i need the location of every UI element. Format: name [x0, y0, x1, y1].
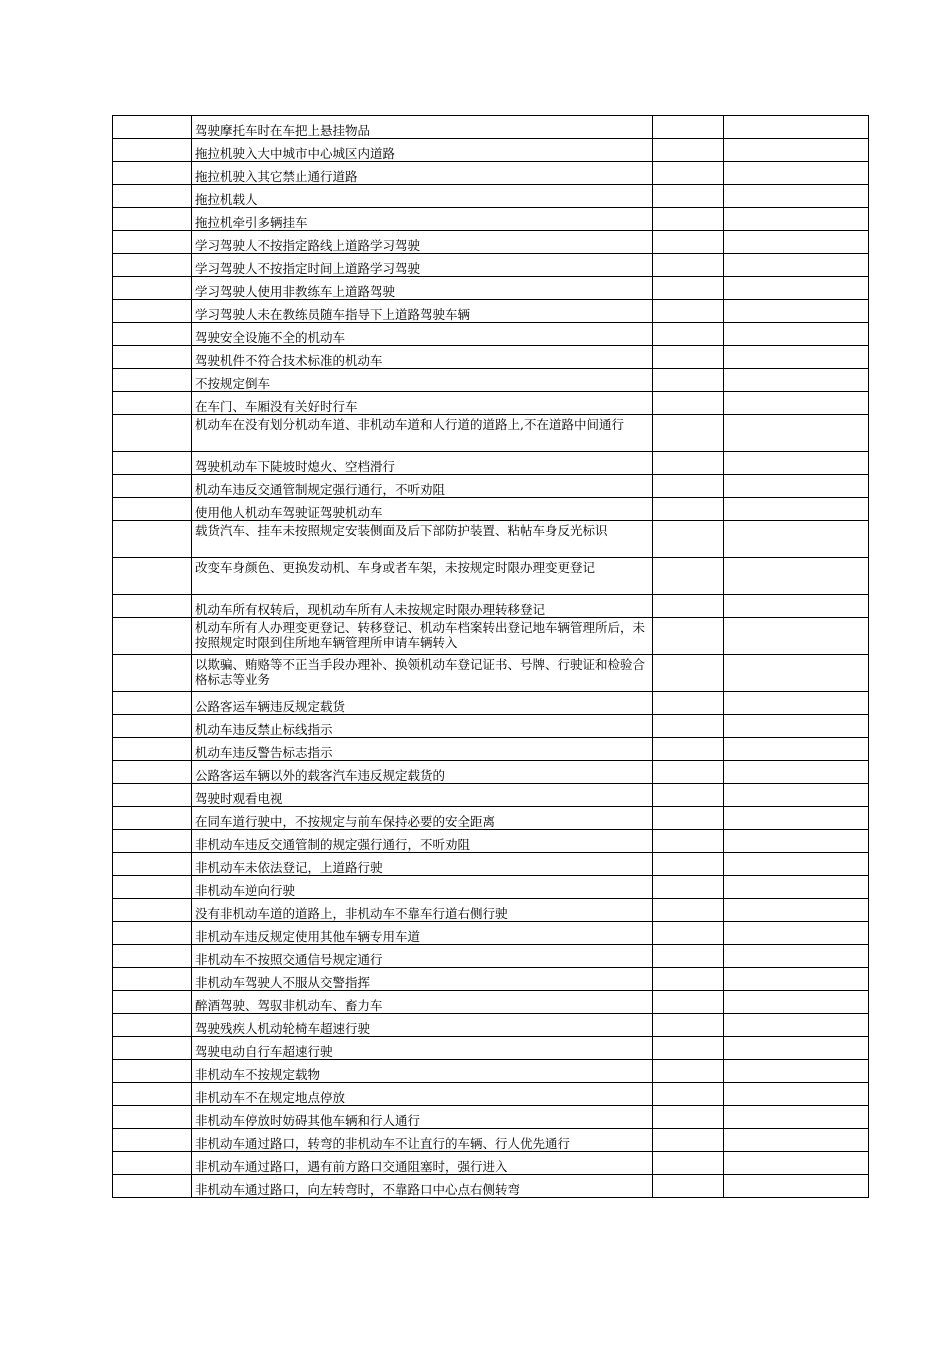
empty-cell — [653, 1129, 724, 1152]
violation-description-cell: 拖拉机驶入大中城市中心城区内道路 — [192, 139, 653, 162]
empty-cell — [113, 369, 192, 392]
empty-cell — [724, 185, 869, 208]
empty-cell — [724, 392, 869, 415]
violation-description-cell: 非机动车违反交通管制的规定强行通行，不听劝阻 — [192, 830, 653, 853]
empty-cell — [113, 452, 192, 475]
empty-cell — [653, 876, 724, 899]
empty-cell — [113, 899, 192, 922]
violation-description-cell: 不按规定倒车 — [192, 369, 653, 392]
table-row — [113, 784, 869, 807]
empty-cell — [113, 595, 192, 618]
empty-cell — [724, 162, 869, 185]
empty-cell — [113, 715, 192, 738]
empty-cell — [113, 162, 192, 185]
empty-cell — [113, 1060, 192, 1083]
table-row — [113, 521, 869, 558]
empty-cell — [724, 1083, 869, 1106]
table-row — [113, 116, 869, 139]
empty-cell — [724, 369, 869, 392]
empty-cell — [724, 277, 869, 300]
empty-cell — [113, 655, 192, 692]
empty-cell — [653, 323, 724, 346]
violation-description-cell: 非机动车驾驶人不服从交警指挥 — [192, 968, 653, 991]
empty-cell — [653, 162, 724, 185]
empty-cell — [113, 1152, 192, 1175]
empty-cell — [724, 116, 869, 139]
empty-cell — [724, 761, 869, 784]
violation-description-cell: 学习驾驶人未在教练员随车指导下上道路驾驶车辆 — [192, 300, 653, 323]
empty-cell — [113, 1129, 192, 1152]
empty-cell — [113, 521, 192, 558]
violation-description-cell: 拖拉机驶入其它禁止通行道路 — [192, 162, 653, 185]
violation-description-cell: 学习驾驶人不按指定路线上道路学习驾驶 — [192, 231, 653, 254]
table-row — [113, 945, 869, 968]
empty-cell — [653, 922, 724, 945]
table-row — [113, 254, 869, 277]
empty-cell — [653, 185, 724, 208]
empty-cell — [724, 452, 869, 475]
empty-cell — [724, 945, 869, 968]
empty-cell — [113, 392, 192, 415]
violation-description-cell: 机动车所有人办理变更登记、转移登记、机动车档案转出登记地车辆管理所后，未按照规定时限到住所地车辆管理所申请车辆转入 — [192, 618, 653, 655]
violation-description-cell: 在车门、车厢没有关好时行车 — [192, 392, 653, 415]
empty-cell — [724, 475, 869, 498]
empty-cell — [724, 558, 869, 595]
empty-cell — [653, 415, 724, 452]
empty-cell — [113, 475, 192, 498]
empty-cell — [653, 231, 724, 254]
empty-cell — [653, 991, 724, 1014]
empty-cell — [113, 346, 192, 369]
violations-table — [112, 115, 869, 1198]
violation-description-cell: 醉酒驾驶、驾驭非机动车、畜力车 — [192, 991, 653, 1014]
empty-cell — [113, 738, 192, 761]
table-row — [113, 876, 869, 899]
empty-cell — [653, 761, 724, 784]
empty-cell — [724, 415, 869, 452]
empty-cell — [653, 738, 724, 761]
empty-cell — [113, 968, 192, 991]
violation-description-cell: 驾驶机动车下陡坡时熄火、空档滑行 — [192, 452, 653, 475]
empty-cell — [653, 692, 724, 715]
table-row — [113, 1014, 869, 1037]
table-row — [113, 139, 869, 162]
empty-cell — [653, 899, 724, 922]
empty-cell — [724, 1129, 869, 1152]
violation-description-cell: 驾驶残疾人机动轮椅车超速行驶 — [192, 1014, 653, 1037]
violation-description-cell: 非机动车违反规定使用其他车辆专用车道 — [192, 922, 653, 945]
table-row — [113, 807, 869, 830]
empty-cell — [724, 1106, 869, 1129]
violation-description-cell: 机动车在没有划分机动车道、非机动车道和人行道的道路上,不在道路中间通行 — [192, 415, 653, 452]
empty-cell — [724, 1014, 869, 1037]
table-row — [113, 323, 869, 346]
empty-cell — [653, 1175, 724, 1198]
empty-cell — [724, 715, 869, 738]
empty-cell — [724, 655, 869, 692]
table-row — [113, 1060, 869, 1083]
empty-cell — [113, 1014, 192, 1037]
empty-cell — [653, 1152, 724, 1175]
empty-cell — [113, 784, 192, 807]
empty-cell — [113, 1106, 192, 1129]
violation-description-cell: 公路客运车辆以外的载客汽车违反规定载货的 — [192, 761, 653, 784]
table-row — [113, 1129, 869, 1152]
empty-cell — [653, 830, 724, 853]
empty-cell — [653, 254, 724, 277]
empty-cell — [724, 231, 869, 254]
violation-description-cell: 拖拉机牵引多辆挂车 — [192, 208, 653, 231]
table-row — [113, 415, 869, 452]
empty-cell — [653, 784, 724, 807]
violation-description-cell: 非机动车通过路口，遇有前方路口交通阻塞时，强行进入 — [192, 1152, 653, 1175]
table-row — [113, 162, 869, 185]
table-row — [113, 392, 869, 415]
table-row — [113, 185, 869, 208]
empty-cell — [724, 899, 869, 922]
empty-cell — [113, 991, 192, 1014]
table-row — [113, 738, 869, 761]
table-row — [113, 899, 869, 922]
empty-cell — [724, 692, 869, 715]
empty-cell — [724, 991, 869, 1014]
table-row — [113, 475, 869, 498]
empty-cell — [724, 784, 869, 807]
violation-description-cell: 非机动车通过路口，转弯的非机动车不让直行的车辆、行人优先通行 — [192, 1129, 653, 1152]
table-row — [113, 1083, 869, 1106]
empty-cell — [113, 618, 192, 655]
empty-cell — [653, 139, 724, 162]
empty-cell — [724, 922, 869, 945]
empty-cell — [113, 116, 192, 139]
empty-cell — [724, 830, 869, 853]
empty-cell — [113, 323, 192, 346]
violation-description-cell: 非机动车不在规定地点停放 — [192, 1083, 653, 1106]
empty-cell — [653, 618, 724, 655]
empty-cell — [653, 1060, 724, 1083]
empty-cell — [653, 452, 724, 475]
empty-cell — [653, 392, 724, 415]
violation-description-cell: 机动车违反警告标志指示 — [192, 738, 653, 761]
empty-cell — [653, 475, 724, 498]
table-row — [113, 369, 869, 392]
empty-cell — [653, 346, 724, 369]
empty-cell — [653, 945, 724, 968]
empty-cell — [653, 655, 724, 692]
empty-cell — [653, 1083, 724, 1106]
violation-description-cell: 非机动车逆向行驶 — [192, 876, 653, 899]
violation-description-cell: 机动车违反禁止标线指示 — [192, 715, 653, 738]
table-row — [113, 655, 869, 692]
empty-cell — [113, 208, 192, 231]
empty-cell — [113, 807, 192, 830]
violation-description-cell: 非机动车不按照交通信号规定通行 — [192, 945, 653, 968]
empty-cell — [113, 945, 192, 968]
empty-cell — [113, 185, 192, 208]
empty-cell — [113, 277, 192, 300]
empty-cell — [653, 1014, 724, 1037]
violation-description-cell: 驾驶时观看电视 — [192, 784, 653, 807]
empty-cell — [653, 558, 724, 595]
table-row — [113, 618, 869, 655]
violation-description-cell: 拖拉机载人 — [192, 185, 653, 208]
empty-cell — [724, 853, 869, 876]
empty-cell — [113, 761, 192, 784]
table-row — [113, 1037, 869, 1060]
violation-description-cell: 驾驶机件不符合技术标准的机动车 — [192, 346, 653, 369]
violation-description-cell: 非机动车不按规定载物 — [192, 1060, 653, 1083]
empty-cell — [724, 1060, 869, 1083]
empty-cell — [724, 346, 869, 369]
empty-cell — [724, 521, 869, 558]
empty-cell — [113, 558, 192, 595]
empty-cell — [113, 1037, 192, 1060]
empty-cell — [113, 853, 192, 876]
empty-cell — [113, 692, 192, 715]
table-row — [113, 853, 869, 876]
empty-cell — [724, 738, 869, 761]
violation-description-cell: 没有非机动车道的道路上，非机动车不靠车行道右侧行驶 — [192, 899, 653, 922]
empty-cell — [113, 1083, 192, 1106]
table-row — [113, 558, 869, 595]
table-row — [113, 300, 869, 323]
violation-description-cell: 载货汽车、挂车未按照规定安装侧面及后下部防护装置、粘帖车身反光标识 — [192, 521, 653, 558]
empty-cell — [113, 498, 192, 521]
empty-cell — [653, 807, 724, 830]
table-row — [113, 830, 869, 853]
empty-cell — [724, 139, 869, 162]
empty-cell — [724, 807, 869, 830]
violation-description-cell: 改变车身颜色、更换发动机、车身或者车架，未按规定时限办理变更登记 — [192, 558, 653, 595]
empty-cell — [653, 116, 724, 139]
empty-cell — [113, 922, 192, 945]
table-row — [113, 595, 869, 618]
empty-cell — [724, 876, 869, 899]
empty-cell — [724, 618, 869, 655]
table-row — [113, 1106, 869, 1129]
violation-description-cell: 机动车所有权转后，现机动车所有人未按规定时限办理转移登记 — [192, 595, 653, 618]
empty-cell — [113, 139, 192, 162]
violation-description-cell: 学习驾驶人使用非教练车上道路驾驶 — [192, 277, 653, 300]
empty-cell — [113, 830, 192, 853]
table-row — [113, 922, 869, 945]
empty-cell — [653, 208, 724, 231]
empty-cell — [653, 853, 724, 876]
empty-cell — [724, 595, 869, 618]
empty-cell — [653, 968, 724, 991]
table-row — [113, 715, 869, 738]
violation-description-cell: 非机动车通过路口，向左转弯时，不靠路口中心点右侧转弯 — [192, 1175, 653, 1198]
empty-cell — [653, 715, 724, 738]
empty-cell — [724, 1152, 869, 1175]
violation-description-cell: 机动车违反交通管制规定强行通行，不听劝阻 — [192, 475, 653, 498]
violation-description-cell: 公路客运车辆违反规定载货 — [192, 692, 653, 715]
empty-cell — [724, 208, 869, 231]
empty-cell — [724, 498, 869, 521]
empty-cell — [724, 1175, 869, 1198]
table-row — [113, 346, 869, 369]
empty-cell — [653, 1106, 724, 1129]
table-row — [113, 991, 869, 1014]
violation-description-cell: 非机动车停放时妨碍其他车辆和行人通行 — [192, 1106, 653, 1129]
table-row — [113, 498, 869, 521]
empty-cell — [113, 1175, 192, 1198]
table-row — [113, 277, 869, 300]
empty-cell — [113, 254, 192, 277]
table-row — [113, 1175, 869, 1198]
table-row — [113, 1152, 869, 1175]
violation-description-cell: 以欺骗、贿赂等不正当手段办理补、换领机动车登记证书、号牌、行驶证和检验合格标志等业务 — [192, 655, 653, 692]
empty-cell — [724, 300, 869, 323]
violation-description-cell: 驾驶安全设施不全的机动车 — [192, 323, 653, 346]
violation-description-cell: 在同车道行驶中，不按规定与前车保持必要的安全距离 — [192, 807, 653, 830]
empty-cell — [724, 323, 869, 346]
empty-cell — [653, 369, 724, 392]
empty-cell — [113, 300, 192, 323]
table-row — [113, 761, 869, 784]
table-row — [113, 968, 869, 991]
empty-cell — [653, 521, 724, 558]
table-row — [113, 208, 869, 231]
violation-description-cell: 学习驾驶人不按指定时间上道路学习驾驶 — [192, 254, 653, 277]
empty-cell — [653, 277, 724, 300]
empty-cell — [724, 1037, 869, 1060]
empty-cell — [724, 254, 869, 277]
empty-cell — [113, 231, 192, 254]
violation-description-cell: 驾驶摩托车时在车把上悬挂物品 — [192, 116, 653, 139]
empty-cell — [113, 415, 192, 452]
violation-description-cell: 非机动车未依法登记，上道路行驶 — [192, 853, 653, 876]
empty-cell — [653, 595, 724, 618]
empty-cell — [724, 968, 869, 991]
empty-cell — [653, 498, 724, 521]
empty-cell — [653, 300, 724, 323]
empty-cell — [113, 876, 192, 899]
table-row — [113, 692, 869, 715]
violation-description-cell: 驾驶电动自行车超速行驶 — [192, 1037, 653, 1060]
violation-description-cell: 使用他人机动车驾驶证驾驶机动车 — [192, 498, 653, 521]
table-row — [113, 452, 869, 475]
empty-cell — [653, 1037, 724, 1060]
table-row — [113, 231, 869, 254]
